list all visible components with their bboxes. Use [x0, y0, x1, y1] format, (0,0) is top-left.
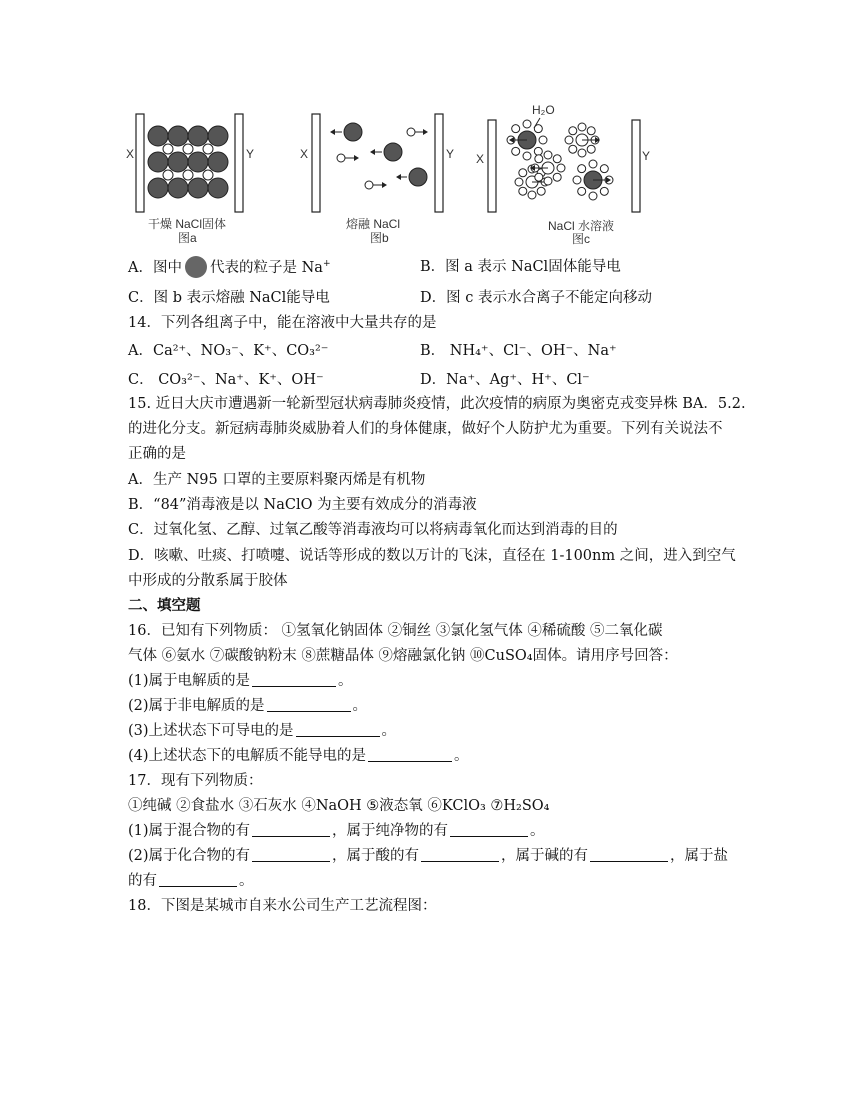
- q16-part2: (2)属于非电解质的是 。: [128, 698, 368, 714]
- q15-stem-line1: 15. 近日大庆市遭遇新一轮新型冠状病毒肺炎疫情，此次疫情的病原为奥密克戎变异株 BA．5.2.: [128, 396, 746, 412]
- answer-blank[interactable]: [267, 697, 351, 712]
- figure-b-x-label: X: [300, 147, 309, 161]
- q15-option-d-line1: D．咳嗽、吐痰、打喷嚏、说话等形成的数以万计的飞沫，直径在 1-100nm 之间，进入到空气: [128, 548, 736, 564]
- figure-c: [476, 103, 650, 246]
- answer-blank[interactable]: [421, 847, 499, 862]
- q14-stem: 14．下列各组离子中，能在溶液中大量共存的是: [128, 315, 437, 331]
- q17-part1: (1)属于混合物的有 ，属于纯净物的有 。: [128, 823, 545, 839]
- answer-blank[interactable]: [450, 822, 528, 837]
- q18-stem: 18．下图是某城市自来水公司生产工艺流程图：: [128, 898, 437, 914]
- dark-particle-icon: [185, 256, 207, 278]
- answer-blank[interactable]: [252, 822, 330, 837]
- figure-c-subcaption: 图c: [572, 232, 591, 246]
- q13-option-c: C．图 b 表示熔融 NaCl能导电: [128, 290, 330, 306]
- q16-stem-line1: 16．已知有下列物质： ①氢氧化钠固体 ②铜丝 ③氯化氢气体 ④稀硫酸 ⑤二氧化碳: [128, 623, 663, 639]
- answer-blank[interactable]: [590, 847, 668, 862]
- figure-b-y-label: Y: [446, 147, 455, 161]
- q17-substance-list: ①纯碱 ②食盐水 ③石灰水 ④NaOH ⑤液态氧 ⑥KClO₃ ⑦H₂SO₄: [128, 798, 550, 814]
- q13-option-d: D．图 c 表示水合离子不能定向移动: [420, 290, 652, 306]
- q16-part3: (3)上述状态下可导电的是 。: [128, 723, 397, 739]
- q17-part2-cont: 的有 。: [128, 873, 254, 889]
- figure-c-y-label: Y: [642, 149, 650, 163]
- q15-stem-line3: 正确的是: [128, 446, 186, 462]
- figure-a-caption: 干燥 NaCl固体: [148, 217, 227, 231]
- q17-stem: 17．现有下列物质：: [128, 773, 263, 789]
- q15-option-c: C．过氧化氢、乙醇、过氧乙酸等消毒液均可以将病毒氧化而达到消毒的目的: [128, 522, 618, 538]
- q15-option-b: B．“84”消毒液是以 NaClO 为主要有效成分的消毒液: [128, 497, 477, 513]
- section-heading: 二、填空题: [128, 597, 201, 614]
- figure-b-caption: 熔融 NaCl: [346, 217, 401, 231]
- q15-stem-line2: 的进化分支。新冠病毒肺炎威胁着人们的身体健康，做好个人防护尤为重要。下列有关说法不: [128, 421, 723, 437]
- q13-option-b: B．图 a 表示 NaCl固体能导电: [420, 259, 621, 275]
- q17-part2: (2)属于化合物的有 ，属于酸的有 ，属于碱的有 ，属于盐: [128, 848, 729, 864]
- figure-a-y-label: Y: [246, 147, 255, 161]
- q14-option-d: D．Na⁺、Ag⁺、H⁺、Cl⁻: [420, 372, 590, 388]
- figure-c-caption: NaCl 水溶液: [548, 219, 615, 233]
- figure-a: [126, 114, 254, 245]
- q14-option-a: A．Ca²⁺、NO₃⁻、K⁺、CO₃²⁻: [128, 343, 329, 359]
- q16-part1: (1)属于电解质的是 。: [128, 673, 353, 689]
- q15-option-d-line2: 中形成的分散系属于胶体: [128, 573, 288, 589]
- q16-stem-line2: 气体 ⑥氨水 ⑦碳酸钠粉末 ⑧蔗糖晶体 ⑨熔融氯化钠 ⑩CuSO₄固体。请用序号回答：: [128, 648, 678, 664]
- answer-blank[interactable]: [368, 747, 452, 762]
- answer-blank[interactable]: [296, 722, 380, 737]
- figure-c-water-label: H₂O: [532, 103, 555, 117]
- q16-part4: (4)上述状态下的电解质不能导电的是 。: [128, 748, 469, 764]
- figure-b: [300, 114, 454, 245]
- q14-option-b: B． NH₄⁺、Cl⁻、OH⁻、Na⁺: [420, 343, 617, 359]
- q13-option-a: A．图中 代表的粒子是 Na+: [128, 256, 330, 279]
- figure-b-subcaption: 图b: [370, 231, 389, 245]
- answer-blank[interactable]: [252, 847, 330, 862]
- q14-option-c: C． CO₃²⁻、Na⁺、K⁺、OH⁻: [128, 372, 324, 388]
- answer-blank[interactable]: [159, 872, 237, 887]
- answer-blank[interactable]: [252, 672, 336, 687]
- conductivity-figures: [120, 100, 650, 250]
- figure-c-x-label: X: [476, 152, 485, 166]
- figure-a-subcaption: 图a: [178, 231, 197, 245]
- figure-a-x-label: X: [126, 147, 135, 161]
- q15-option-a: A．生产 N95 口罩的主要原料聚丙烯是有机物: [128, 472, 426, 488]
